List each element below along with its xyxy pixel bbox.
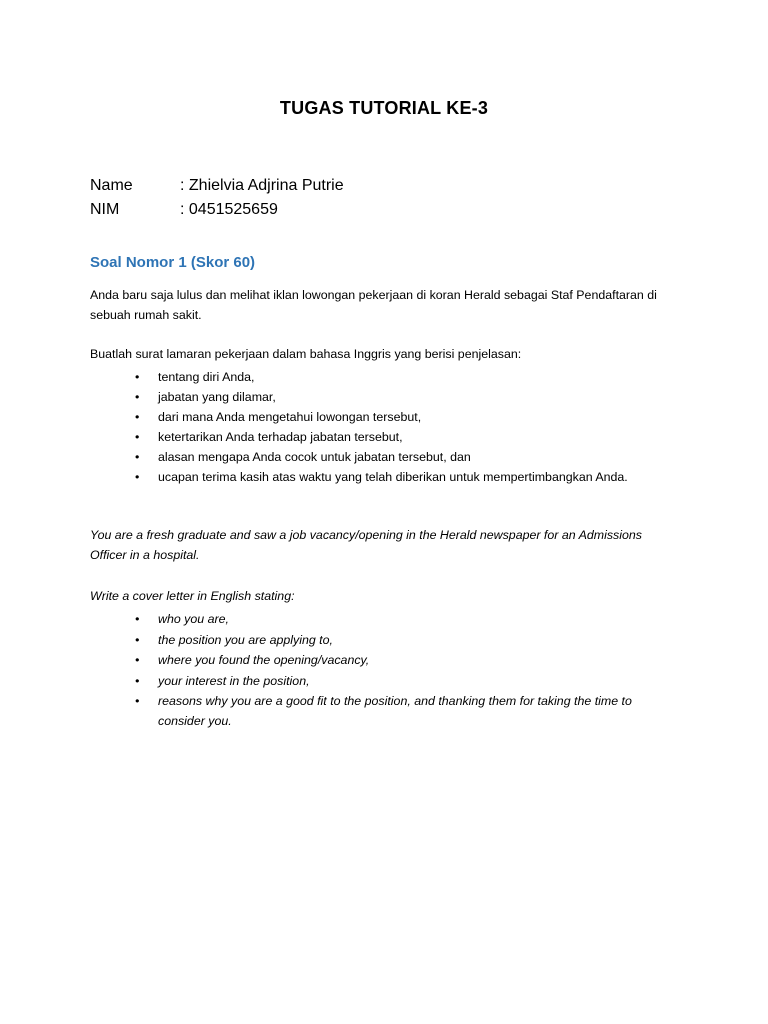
list-item [90, 467, 680, 487]
list-item [90, 671, 680, 692]
bullet-icon: • [135, 450, 140, 464]
list-item [90, 691, 680, 731]
list-item-text: where you found the opening/vacancy, [158, 653, 370, 667]
list-item [90, 650, 680, 671]
list-item-text: ucapan terima kasih atas waktu yang telah diberikan untuk mempertimbangkan Anda. [158, 470, 628, 484]
bullet-icon: • [135, 410, 140, 424]
bullet-icon: • [135, 694, 140, 708]
list-item-text: who you are, [158, 612, 229, 626]
list-item [90, 630, 680, 651]
indonesian-instruction: Buatlah surat lamaran pekerjaan dalam bahasa Inggris yang berisi penjelasan: [90, 347, 522, 361]
bullet-icon: • [135, 653, 140, 667]
english-instruction: Write a cover letter in English stating: [90, 589, 295, 603]
nim-label: NIM [90, 201, 120, 218]
bullet-icon: • [135, 370, 140, 384]
bullet-icon: • [135, 430, 140, 444]
list-item-text: your interest in the position, [158, 673, 310, 688]
list-item [90, 367, 680, 387]
name-value: : Zhielvia Adjrina Putrie [180, 177, 344, 194]
list-item-text: tentang diri Anda, [158, 370, 255, 384]
indonesian-bullet-list [90, 367, 680, 487]
english-intro: You are a fresh graduate and saw a job vacancy/opening in the Herald newspaper for an Admissions Officer in a hospital. [90, 528, 642, 562]
list-item-text: dari mana Anda mengetahui lowongan tersebut, [158, 410, 422, 424]
list-item [90, 387, 680, 407]
nim-row [90, 201, 278, 219]
indonesian-intro: Anda baru saja lulus dan melihat iklan lowongan pekerjaan di koran Herald sebagai Staf Pendaftaran di sebuah rumah sakit. [90, 288, 657, 322]
list-item [90, 427, 680, 447]
list-item [90, 407, 680, 427]
bullet-icon: • [135, 673, 140, 688]
nim-value: : 0451525659 [180, 201, 278, 218]
bullet-icon: • [135, 632, 140, 647]
list-item [90, 447, 680, 467]
list-item-text: the position you are applying to, [158, 632, 333, 647]
list-item-text: alasan mengapa Anda cocok untuk jabatan tersebut, dan [158, 450, 471, 464]
bullet-icon: • [135, 470, 140, 484]
name-row [90, 177, 344, 195]
document-title: TUGAS TUTORIAL KE-3 [279, 98, 489, 118]
name-label: Name [90, 177, 133, 194]
bullet-icon: • [135, 612, 140, 626]
english-bullet-list [90, 609, 680, 731]
question-heading: Soal Nomor 1 (Skor 60) [90, 254, 256, 271]
list-item-text: reasons why you are a good fit to the position, and thanking them for taking the time to consider you. [158, 694, 632, 728]
list-item-text: jabatan yang dilamar, [158, 390, 276, 404]
list-item [90, 609, 680, 630]
bullet-icon: • [135, 390, 140, 404]
list-item-text: ketertarikan Anda terhadap jabatan tersebut, [158, 430, 403, 444]
